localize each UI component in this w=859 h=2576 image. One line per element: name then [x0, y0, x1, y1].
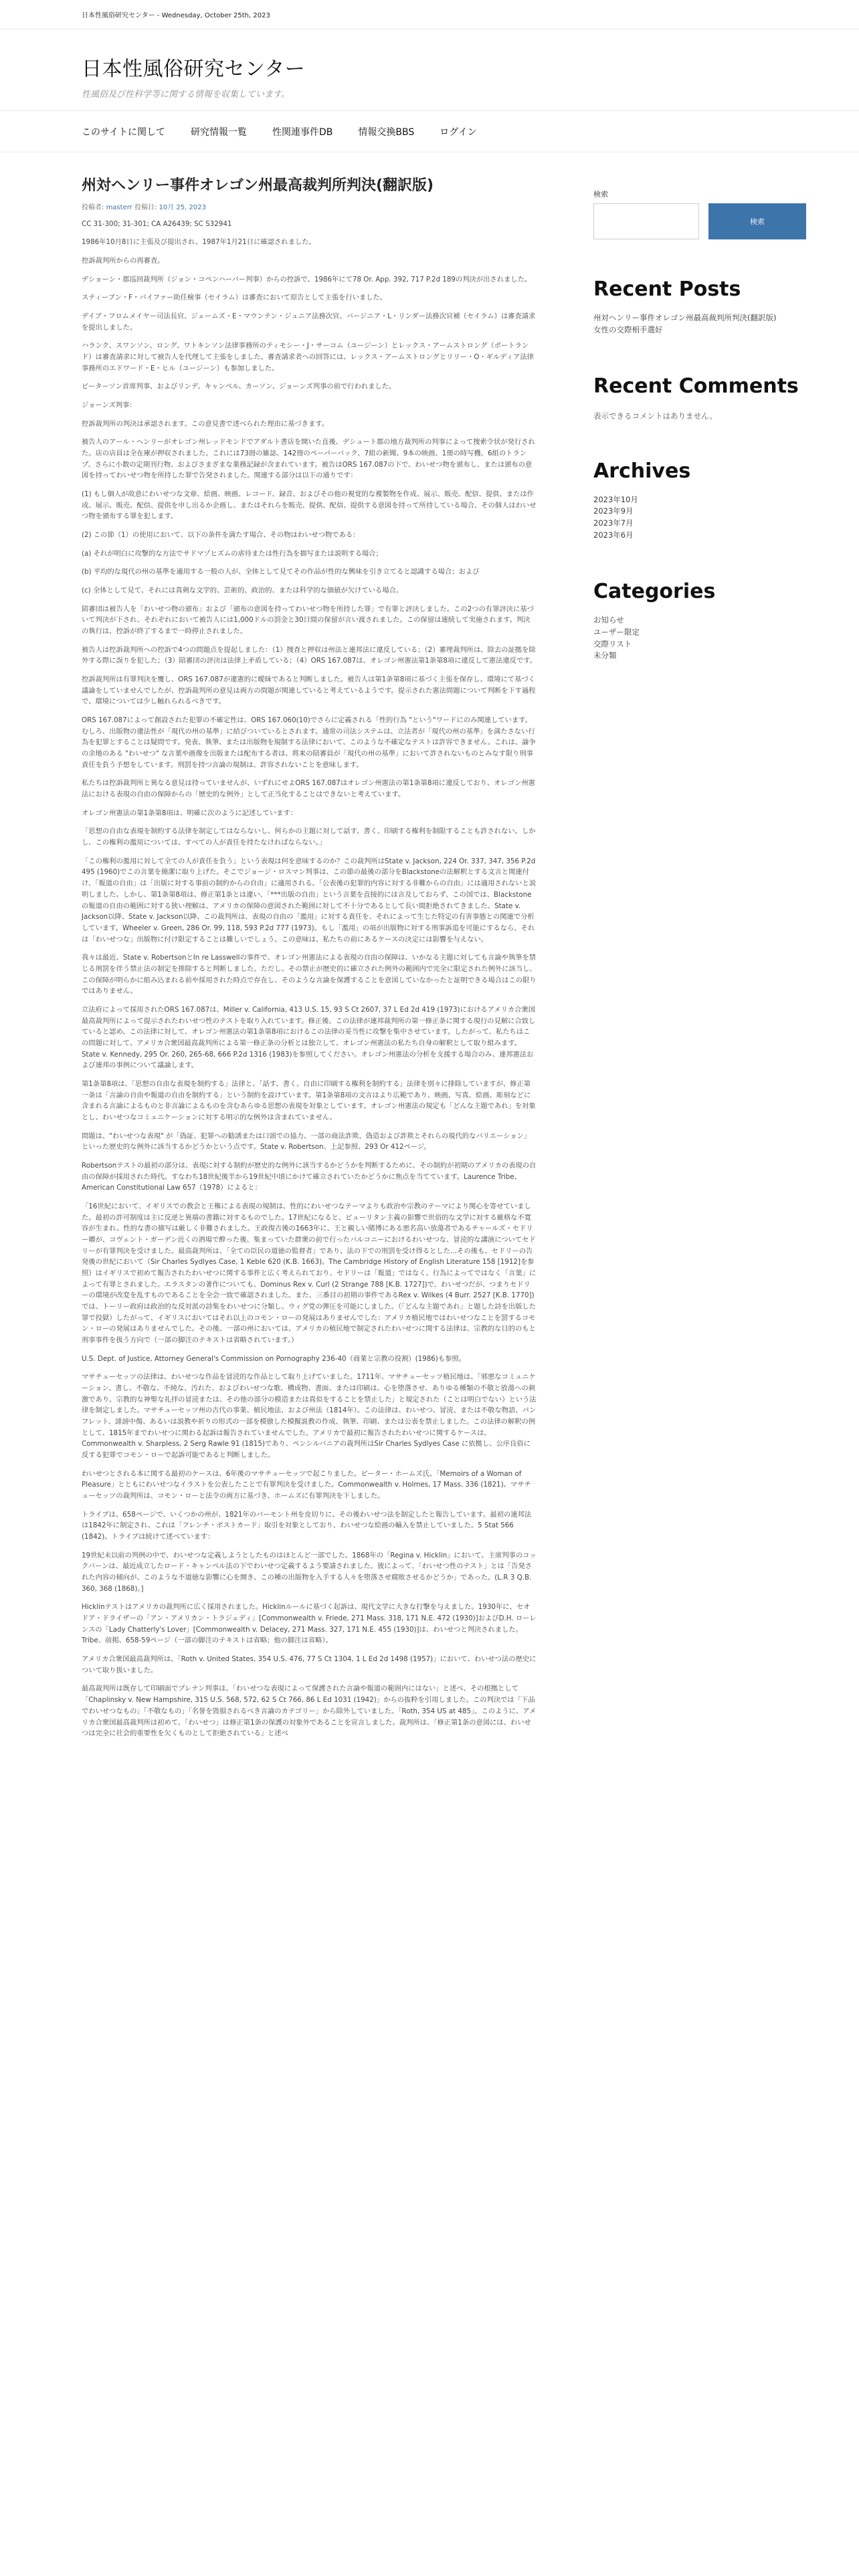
post-paragraph: (1) もし個人が故意にわいせつな文章、絵画、映画、レコード、録音、およびその他の視覚的な複製物を作成、展示、販売、配信、提供、または作成、展示、販売、配信、提供を申し出るか企画し、またはそれらを販売、提供、配信、提供する意図を持って所持している場合、その個人はわいせつ物を頒布する罪を犯します。: [82, 490, 537, 521]
sidebar: [593, 177, 814, 1739]
post-author-label: 投稿者:: [82, 203, 104, 211]
post-paragraph: 19世紀末以前の判例の中で、わいせつな定義しようとしたものはほとんど一部でした。1868年の「Regina v. Hicklin」において、主席判事のコックバーンは、最近成立したロード・キャンベル法の下でわいせつ定義するよう要請されました。彼によって、「わいせつ性のテスト」とは「告発された内容の傾向が、このような不道徳な影響に心を開き、この種の出版物を入手する人々を堕落させ腐敗させるかどうか」であった。(L.R 3 Q.B. 360, 368 (1868)。]: [82, 1551, 537, 1593]
site-header: [0, 29, 859, 111]
nav-item-cases-db[interactable]: 性関連事件DB: [272, 126, 333, 138]
post-paragraph: 被告人は控訴裁判所への控訴で4つの問題点を提起しました：（1）捜査と押収は州法と連邦法に違反している；（2）審理裁判所は、除去の証拠を除外する際に誤りを犯した；（3）陪審団の評決は法律上矛盾している；（4）ORS 167.087は、オレゴン州憲法第1条第8項に違反して憲法違反です。: [82, 645, 537, 665]
post-paragraph: 第1条第8項は、「思想の自由な表現を制約する」法律と、「話す、書く、自由に印刷する権利を制約する」法律を別々に排除していますが、修正第一条は「言論の自由や報道の自由を制約する」という制約を設けています。第1条第8項の文言はより広範であり、映画、写真、絵画、彫刻などに含まれる言論によるものと非言論によるものを含むあらゆる思想の表現を対象としています。オレゴン州憲法の規定も「どんな主題であれ」を対象とし、わいせつなコミュニケーションに対する明示的な例外は含まれていません。: [82, 1079, 536, 1121]
category-link[interactable]: お知らせ: [593, 615, 624, 625]
post-paragraph: 陪審団は被告人を「わいせつ物の頒布」および「頒布の意図を持ってわいせつ物を所持した罪」で有罪と評決しました。この2つの有罪評決に基づいて判決が下され、それぞれにおいて被告人には1,000ドルの罰金と30日間の保留が言い渡されました。この保留は連続して実施されます。判決の執行は、控訴が終了するまで一時停止されました。: [82, 605, 534, 636]
post-paragraph: 控訴裁判所の判決は承認されます。この意見書で述べられた理由に基づきます。: [82, 419, 329, 428]
top-bar: [0, 0, 859, 29]
post-paragraph: 私たちは控訴裁判所と異なる意見は持っていませんが、いずれにせよORS 167.087はオレゴン州憲法の第1条第8項に違反しており、オレゴン州憲法における表現の自由の保障からの「歴史的な例外」として正当化することはできないと考えています。: [82, 779, 535, 799]
post-paragraph: 立法府によって採用されたORS 167.087は、Miller v. California, 413 U.S. 15, 93 S Ct 2607, 37 L Ed 2d 419 (1973)におけるアメリカ合衆国最高裁判所によって提示されたわいせつ性のテストを取り入れています。修正後、この法律が連邦裁判所の第一修正条に関する現行の見解に合致していると認め、この法律に対して、オレゴン州憲法の第1条第8項におけるこの法律の妥当性に攻撃を集中させています。したがって、私たちはこの問題に対して、アメリカ合衆国最高裁判所による第一修正条の分析とは独立して、オレゴン州憲法の私たち自身の解釈として取り組みます。State v. Kennedy, 295 Or. 260, 265-68, 666 P.2d 1316 (1983)を参照してください。オレゴン州憲法の分析を支援する場合のみ、連邦憲法および連邦の事例について議論します。: [82, 1005, 536, 1070]
archive-link[interactable]: 2023年10月: [593, 494, 638, 504]
post-paragraph: デショーン・郡巡回裁判所（ジョン・コペンハーバー判事）からの控訴で、1986年にて78 Or. App. 392, 717 P.2d 189の判決が出されました。: [82, 275, 532, 284]
post-paragraph: CC 31-300; 31-301; CA A26439; SC S32941: [82, 219, 232, 228]
archives-title: Archives: [593, 459, 691, 483]
search-input[interactable]: [593, 203, 699, 239]
main-navigation: [0, 111, 859, 152]
post-paragraph: マサチューセッツの法律は、わいせつな作品を冒涜的な作品として取り上げていました。1711年、マサチューセッツ植民地は、「邪悪なコミュニケーション、書し、不敬な、不純な、汚れた、およびわいせつな歌、構成物、書面、または印刷は、心を堕落させ、ありゆる種類の不敬と放蕩への刺激であり、宗教的な神聖な礼拝の冒涜または、その他の部分の模造または真似をすることを禁止した」と規定された（ことは明白でない）という法律を制定しました。マサチューセッツ州の古代の事業、植民地法、および州法（1814年）。この法律は、わいせつ、冒涜、または不敬な物語、パンフレット、誹謗中傷、あるいは説教や祈りの形式の一部を模倣した模擬説教の作成、執筆、印刷、または公表を禁止しました。この法律の解釈の例として、1815年までわいせつに関わる起訴は報告されていませんでした。アメリカで最初に報告されたわいせつに関するケースは、Commonwealth v. Sharpless, 2 Serg Rawle 91 (1815)であり、ペンシルバニアの裁判所はSir Charles Sydlyes Case に依拠し、公序良俗に反する犯罪でコモン・ローで起訴可能であると判断しました。: [82, 1373, 537, 1460]
archive-link[interactable]: 2023年9月: [593, 506, 634, 516]
recent-post-link[interactable]: 女性の交際相手選好: [593, 324, 663, 334]
top-bar-date: 日本性風俗研究センター - Wednesday, October 25th, 2023: [82, 12, 270, 19]
recent-post-link[interactable]: 州対ヘンリー事件オレゴン州最高裁判所判決(翻訳版): [593, 313, 777, 322]
nav-item-research-list[interactable]: 研究情報一覧: [191, 126, 248, 138]
category-link[interactable]: ユーザー限定: [593, 627, 640, 637]
post-paragraph: 我々は最近、State v. RobertsonとIn re Lasswellの事件で、オレゴン州憲法による表現の自由の保障は、いかなる主題に対しても言論や執筆を禁じる刑罰を伴う禁止法の制定を排除すると判断しました。ただし、その禁止が歴史的に確立された例外の範囲内で完全に限定された例外に該当し、この保障が明らかに組み込まれる前や採用された時点で存在し、そのような言論を保護することを意図していなかったと証明できる場合はこの限りではありません。: [82, 954, 537, 996]
page-body: [0, 152, 859, 1739]
categories-title: Categories: [593, 579, 716, 603]
post-paragraph: 「16世紀において、イギリスでの教会と王権による表現の規制は、性的にわいせつなテーマよりも政治や宗教のテーマにより関心を寄せていました。最初の許可制度は主に反逆と異端の書籍に対するものでした。17世紀になると、ピューリタン主義の影響で世俗的な文学に対する厳格な不寛容が生まれ、性的な書の描写は厳しく非難されました。王政復古後の1663年に、王と親しい賭博にある悪名高い放蕩者であるチャールズ・セドリー卿が、コヴェント・ガーデン近くの酒場で酔った後、集まっていた群衆の前で行ったバルコニーにおけるわいせつな、冒涜的な講演についてセドリーが有罪判決を受けました。最高裁判所は、「全ての臣民の道徳の監督者」であり、法の下での刑罰を受け得るとした…その後も、セドリーの告発後の世紀において（Sir Charles Sydlyes Case, 1 Keble 620 (K.B. 1663)。The Cambridge History of English Literature 158 [1912]を参照）はイギリスで初めて報告されたわいせつに関する事件と広く考えられており、セドリーは「報道」ではなく、行為によってではなく「言葉」によって有罪とされました。エラスタンの著作についても、Dominus Rex v. Curl (2 Strange 788 [K.B. 1727])で、わいせつだが、つまりセドリーの環境が改変を乱すものであることを全会一致で確認されました。また、三番目の初期の事件であるRex v. Wilkes (4 Burr. 2527 [K.B. 1770])では、トーリー政府は政治的な反対派の詩集をわいせつに分類し、ウィグ党の弾圧を可能にしました。（「どんな主題であれ」と題した詩を出版した罪で投獄）したがって、イギリスにおいてはそれ以上のコモン・ローの発展はありませんでした：アメリカ植民地ではわいせつなことを罰するコモン・ローの発展はありませんでした。その後、一部の州においては、アメリカの植民地で制定されたわいせつに関する法律は、宗教的な目的のもと刑事事件を扱う方向で（一部の脚注のテキストは省略されています。）: [82, 1202, 537, 1345]
post-author-link[interactable]: masterr: [106, 203, 132, 211]
archive-link[interactable]: 2023年6月: [593, 530, 634, 540]
post-paragraph: 控訴裁判所は有罪判決を覆し、ORS 167.087が違憲的に曖昧であると判断しました。被告人は第1条第8項に基づく主張を保存し、環境にて基づく議論をしていませんでしたが、控訴裁判所の意見は両方の問題が関連していると考えているようです。提示された憲法問題について判断を下す過程で、環境については少し触れられるべきです。: [82, 675, 536, 706]
post-paragraph: アメリカ合衆国最高裁判所は、「Roth v. United States, 354 U.S. 476, 77 S Ct 1304, 1 L Ed 2d 1498 (1957)」において、わいせつ法の歴史について取り扱いました。: [82, 1655, 537, 1675]
post-content: [82, 177, 537, 1739]
post-paragraph: ハランク、スワンソン、ロング、ワトキンソン法律事務所のティモシー・J・サーコム（ユージーン）とレックス・アームストロング（ポートランド）は審査請求に対して被告人を代理して主張をしました。審査請求者への回答には、レックス・アームストロングとリリー・O・ギルディア法律事務所のエドワード・E・ヒル（ユージーン）も参加しました。: [82, 342, 534, 372]
nav-item-bbs[interactable]: 情報交換BBS: [358, 126, 415, 138]
post-title[interactable]: 州対ヘンリー事件オレゴン州最高裁判所判決(翻訳版): [82, 177, 434, 194]
post-paragraph: 「この権利の濫用に対して全ての人が責任を負う」という表現は何を意味するのか？この裁判所はState v. Jackson, 224 Or. 337, 347, 356 P.2d 495 (1960)でこの言葉を簡潔に取り上げた。そこでジョージ・ロスマン判事は、この節の最後の部分をBlackstoneの法解釈とする文言と関連付け、「報道の自由」は「出版に対する事前の制約からの自由」に適用される。「公表後の犯罪的内容に対する非難からの自由」には適用されないと説明しました。しかし、第1条第8項は、修正第1条とは違い、「***出版の自由」という言葉を直接的には言及しておらず、この国では、Blackstoneの報道の自由の範囲に対する狭い理解は、アメリカの保障の意図された範囲に対して不十分であるとして長い間拒絶されてきました。State v. Jackson以降、State v. Jackson以降、この裁判所は、表現の自由の「濫用」に対する責任を、それによって生じた特定の有害事態との関連で分析しています。Wheeler v. Green, 286 Or. 99, 118, 593 P.2d 777 (1973)。もし「濫用」の項が出版物に対する刑事訴追を可能にするなら、それは「わいせつな」出版物に付け限定することは難しいでしょう。この意味は、私たちの前にあるケースの決定には影響を与えない。: [82, 857, 537, 944]
recent-comments-empty-text: 表示できるコメントはありません。: [593, 411, 717, 421]
post-paragraph: Robertsonテストの最初の部分は、表現に対する制約が歴史的な例外に該当するかどうかを判断するために、その制約が初期のアメリカの表現の自由の保障が採用された時代。すなわち18世紀後半から19世紀中頃にかけて確立されていたかどうかに焦点を当てています。Laurence Tribe、American Constitutional Law 657（1978）によると：: [82, 1161, 537, 1192]
categories-list: [593, 615, 814, 662]
post-paragraph: わいせつとされる本に関する最初のケースは、6年後のマサチューセッツで起こりました。ピーター・ホームズ氏、「Memoirs of a Woman of Pleasure」とともにわいせつなイラストを公表したことで有罪判決を受けました。Commonwealth v. Holmes, 17 Mass. 336 (1821)。マサチューセッツの裁判所は、コモン・ローと法令の両方に基づき、ホームズに有罪判決を下しました。: [82, 1469, 531, 1501]
category-link[interactable]: 未分類: [593, 651, 617, 661]
post-paragraph: ジョーンズ判事：: [82, 401, 136, 409]
post-meta: [82, 201, 537, 211]
post-paragraph: (b) 平均的な現代の州の基準を適用する一般の人が、全体として見てその作品が性的な興味を引き立てると認識する場合；および: [82, 568, 480, 576]
post-paragraph: 控訴裁判所からの再審査。: [82, 256, 165, 265]
post-paragraph: (a) それが明白に攻撃的な方法でサドマゾヒズムの虐待または性行為を描写または説明する場合；: [82, 549, 383, 558]
post-paragraph: ピーターソン首席判事、およびリンデ、キャンベル、カーソン、ジョーンズ判事の前で行われました。: [82, 383, 396, 391]
post-date-label: 投稿日:: [134, 203, 157, 211]
post-paragraph: デイブ・フロムメイヤー司法長官、ジェームズ・E・マウンテン・ジュニア法務次官、バージニア・L・リンダー法務次官補（セイラム）は審査請求を提出しました。: [82, 312, 536, 332]
post-paragraph: 問題は、"わいせつな表現" が「偽証、犯罪への勧誘または口頭での協力、一部の商法詐欺、偽造および詐欺とそれらの現代的なバリエーション」といった歴史的な例外に該当するかどうかという点です。State v. Robertson、上記参照、293 Or 412ページ。: [82, 1132, 531, 1152]
site-description: 性風俗及び性科学等に関する情報を収集しています。: [82, 90, 290, 100]
post-paragraph: トライブは、658ページで、いくつかの州が、1821年のバーモント州を皮切りに、その後わいせつ法を制定したと報告しています。最初の連邦法は1842年に制定され、これは「フレンチ・ポストカード」取引を対象としており、わいせつな絵画の輸入を禁止していました。5 Stat 566 (1842)。トライブは続けて述べています：: [82, 1510, 532, 1541]
archive-link[interactable]: 2023年7月: [593, 518, 634, 528]
archives-list: [593, 494, 814, 542]
post-paragraph: ORS 167.087によって創設された犯罪の不確定性は、ORS 167.060(10)でさらに定義される「性的行為 "という"ワードにのみ関連しています。むしろ、出版物の違法性が「現代の州の基準」に結びついているとされます。通常の司法システムは、立法者が「現代の州の基準」を満たさない行為を犯罪とすることは疑問です。発表、執筆、または出版物を規制する法律において、このような不確定なテストは許容できません。これは、論争の余地のある "わいせつ" な言葉や画像を出版または配布する者は、将来の陪審員が「現代の州の基準」において許されないものとみなす限り刑事責任を負う予想をしています。刑罰を持つ言論の規制は、許容されないことを意味します。: [82, 716, 536, 769]
post-paragraph: 「思想の自由な表現を制約する法律を制定してはならないし、何らかの主題に対して話す、書く、印刷する権利を制限することも許されない。しかし、この権利の濫用については、すべての人が責任を持たなければならない。」: [82, 827, 536, 847]
search-button[interactable]: 検索: [708, 203, 806, 239]
post-paragraph: オレゴン州憲法の第1条第8項は、明確に次のように記述しています：: [82, 809, 298, 817]
recent-posts-title: Recent Posts: [593, 278, 741, 301]
post-paragraph: スティーブン・F・バイファー助任検事（セイラム）は審査において原告として主張を行いました。: [82, 294, 387, 302]
search-label: 検索: [593, 190, 608, 199]
post-body: [82, 219, 537, 1739]
post-paragraph: (c) 全体として見て、それには真剣な文学的、芸術的、政治的、または科学的な価値が欠けている場合。: [82, 586, 403, 595]
post-paragraph: U.S. Dept. of Justice, Attorney General's Commission on Pornography 236-40（商業と宗教の役割）(1986)も参照。: [82, 1354, 466, 1363]
site-title[interactable]: 日本性風俗研究センター: [82, 58, 306, 81]
post-paragraph: 被告人のアール・ヘンリーがオレゴン州レッドモンドでアダルト書店を開いた直後、デシュート郡の地方裁判所の判事によって捜索令状が発行された。店の店員は全在庫が押収されました。これには73冊の雑誌、142冊のペーパーバック、7組の新聞、9本の映画、1冊の時写機、6組のトランプ、さらに小数の定期刊行物、およびさまざまな業務記録が含まれています。被告はORS 167.087の下で、わいせつ物を頒布し、または頒布の意図を持ってわいせつ物を所持した罪で告発されました。関連する部分は以下の通りです：: [82, 438, 535, 480]
nav-item-about[interactable]: このサイトに関して: [82, 126, 166, 138]
post-paragraph: (2) この節（1）の使用において、以下の条件を満たす場合、その物はわいせつ物である：: [82, 531, 360, 540]
post-paragraph: Hicklinテストはアメリカの裁判所に広く採用されました。Hicklinルールに基づく起訴は、現代文学に大きな打撃を与えました。1930年に、セオドア・ドライザーの「アン・アメリカン・トラジェディ」[Commonwealth v. Friede, 271 Mass. 318, 171 N.E. 472 (1930)]およびD.H. ローレンスの「Lady Chatterly's Lover」[Commonwealth v. Delacey, 271 Mass. 327, 171 N.E. 455 (1930)]は、わいせつと判決されました。Tribe、前掲、658-59ページ（一部の脚注のテキストは省略；他の脚注は省略）。: [82, 1603, 537, 1645]
recent-posts-list: [593, 312, 814, 336]
search-form: [593, 203, 814, 239]
post-paragraph: 最高裁判所は既存して印刷面でプレナン判事は、「わいせつな表現によって保護された言論や報道の範囲内にはない」と述べ、その根拠として「Chaplinsky v. New Hampshire, 315 U.S. 568, 572, 62 S Ct 766, 86 L Ed 1031 (1942)」からの抜粋を引用しました。この判決では「下品でわいせつなもの」「不敬なもの」「名誉を毀損されるべき言論のカテゴリー」から除外していました。「Roth, 354 US at 485」。このように、アメリカ合衆国最高裁判所は初めて、「わいせつ」は修正第1条の保護の対象外であることを宣言しました。裁判所は、「修正第1条の意図には、わいせつは完全に社会的重要性を欠くものとして拒絶されている」と述べ: [82, 1685, 537, 1738]
post-paragraph: 1986年10月8日に主張及び提出され、1987年1月21日に確認されました。: [82, 238, 316, 247]
recent-comments-title: Recent Comments: [593, 374, 799, 398]
post-date-link[interactable]: 10月 25, 2023: [159, 203, 206, 211]
nav-item-login[interactable]: ログイン: [440, 126, 477, 138]
category-link[interactable]: 交際リスト: [593, 639, 632, 649]
